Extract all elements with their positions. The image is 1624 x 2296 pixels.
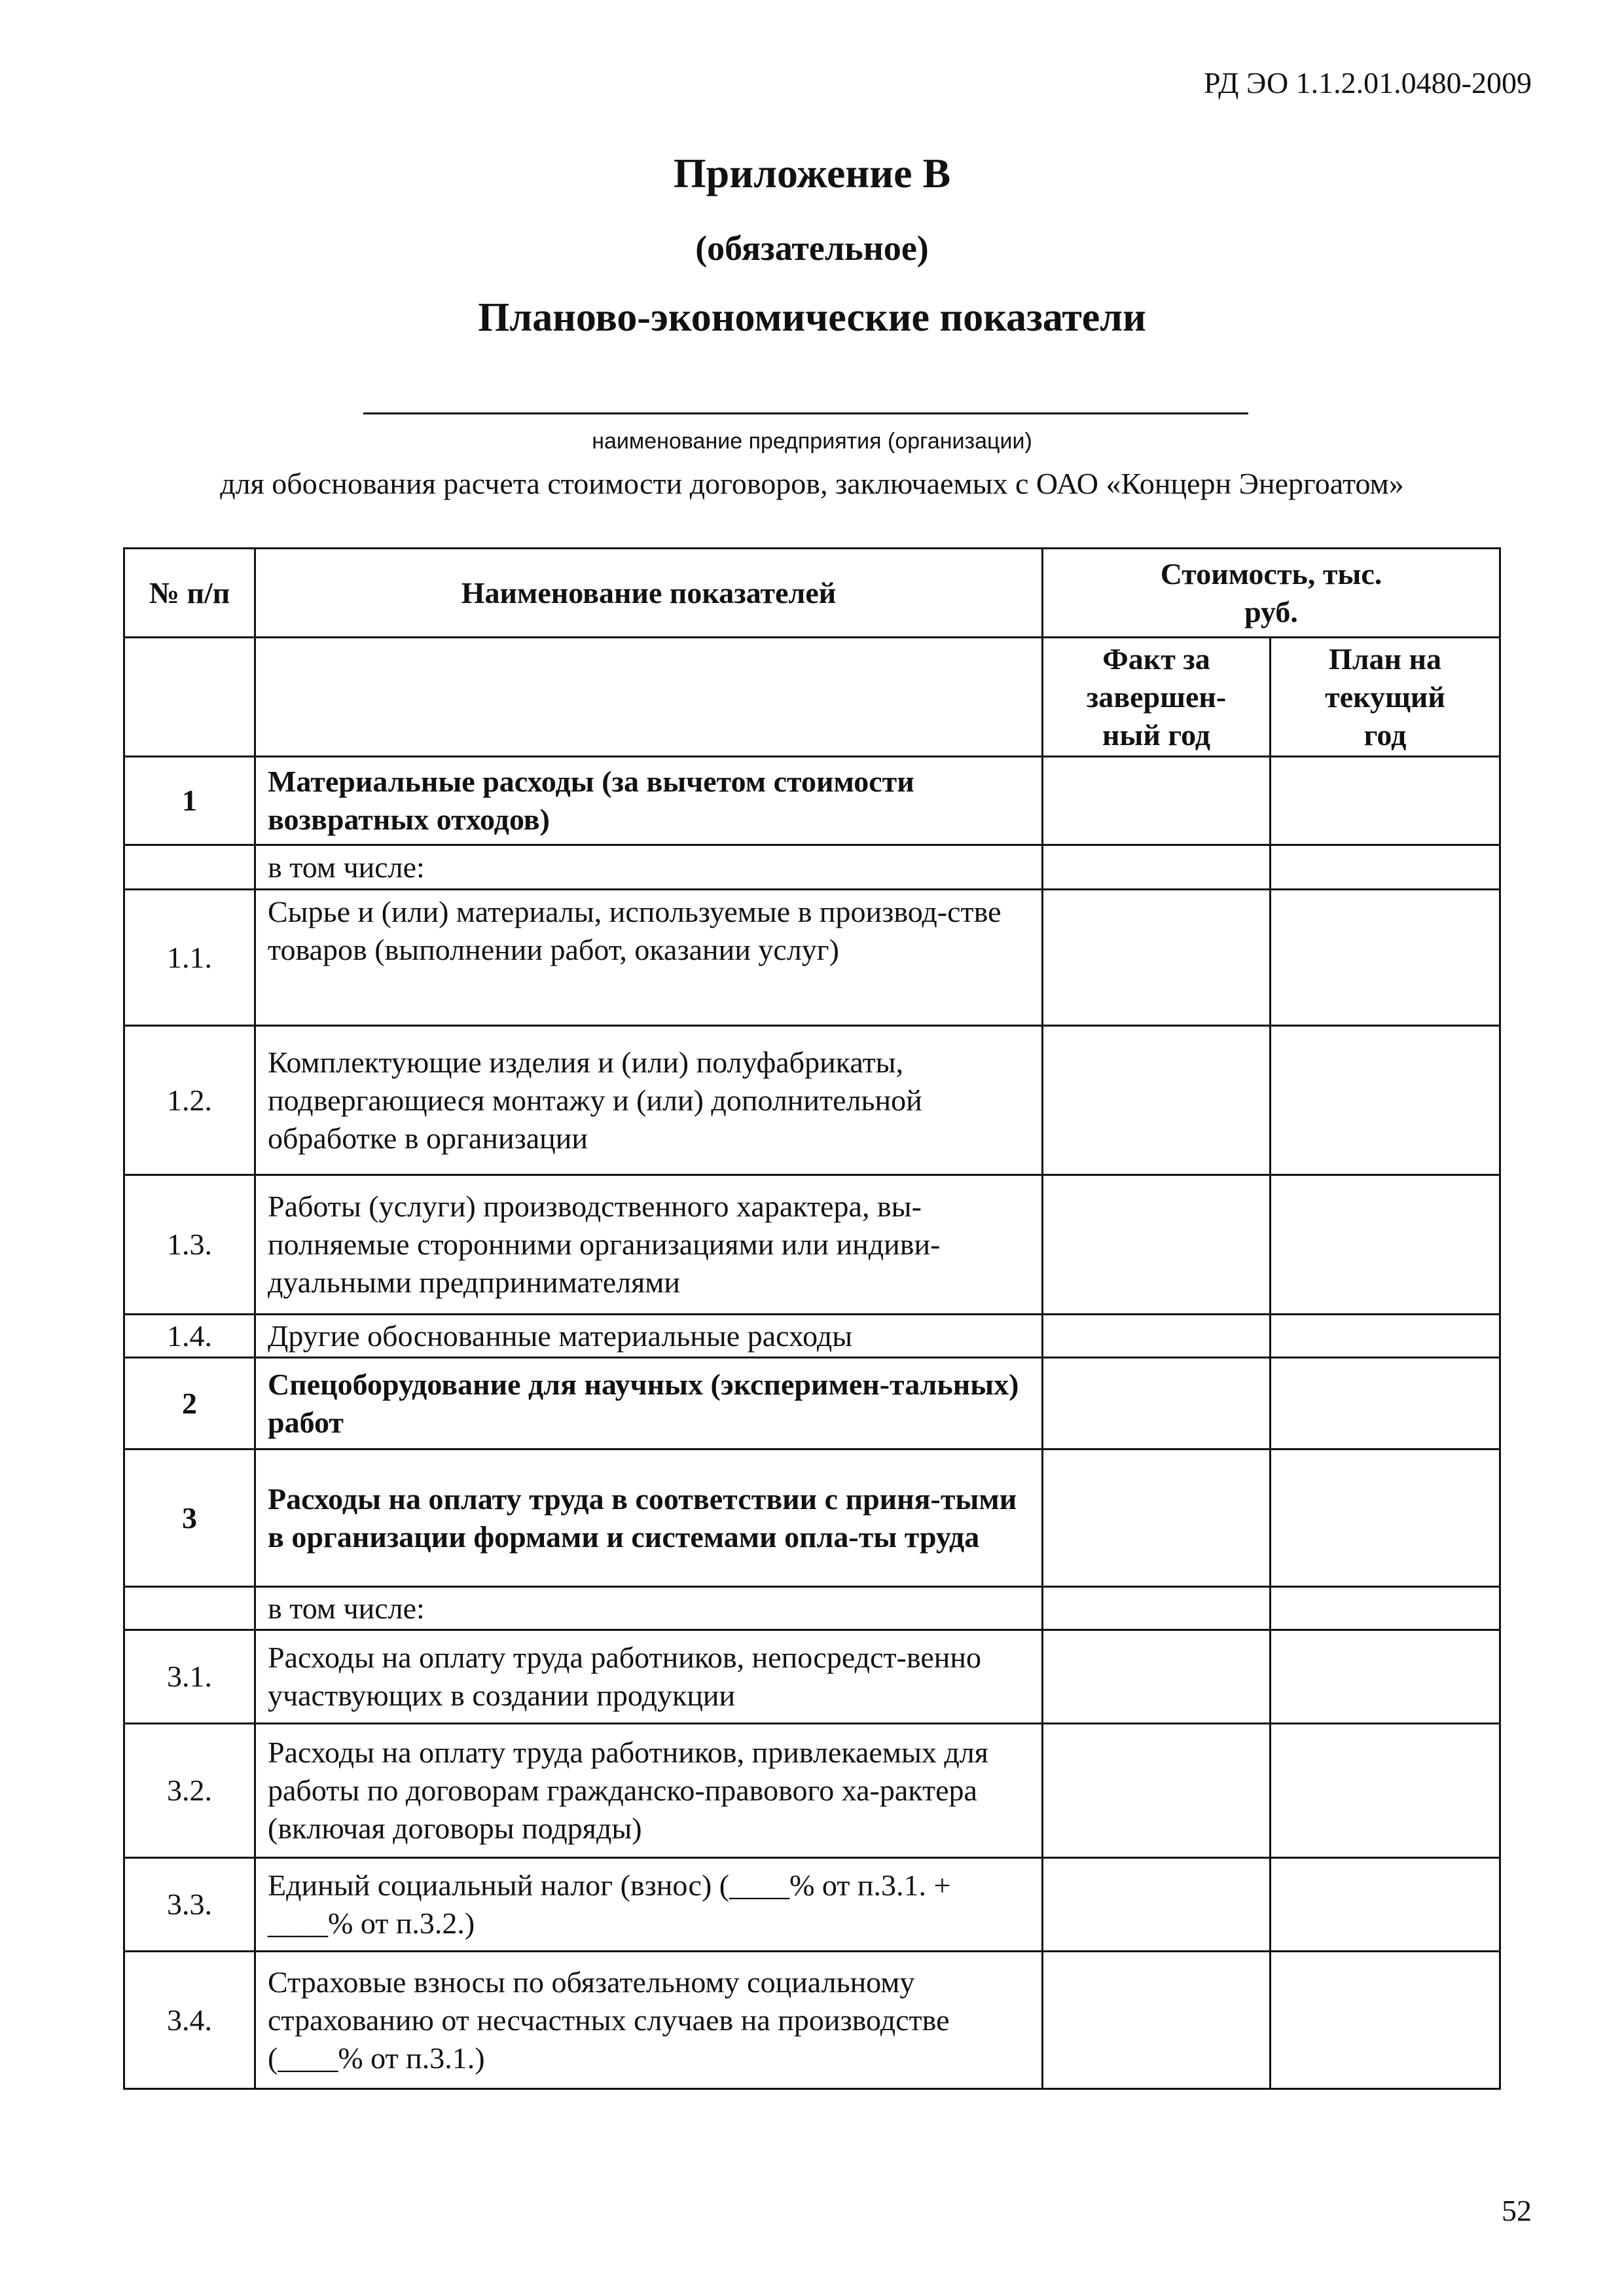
row-fact-cell <box>1043 1630 1271 1724</box>
appendix-title: Приложение В <box>673 150 951 196</box>
document-code: РД ЭО 1.1.2.01.0480-2009 <box>1204 66 1532 100</box>
row-name: Единый социальный налог (взнос) (____% от п.3.1. + ____% от п.3.2.) <box>255 1858 1043 1952</box>
row-number: 3.2. <box>124 1724 255 1858</box>
row-number: 1.1. <box>124 890 255 1026</box>
row-plan-cell <box>1271 1587 1500 1630</box>
table-row <box>124 1630 1500 1724</box>
table-row <box>124 845 1500 890</box>
row-plan-cell <box>1271 1449 1500 1587</box>
row-fact-cell <box>1043 1026 1271 1175</box>
row-name: Работы (услуги) производственного характера, вы-полняемые сторонними организациями или индиви-дуальными предпринимателями <box>255 1175 1043 1315</box>
purpose-text: для обоснования расчета стоимости договоров, заключаемых с ОАО «Концерн Энергоатом» <box>220 467 1404 500</box>
row-name: в том числе: <box>255 845 1043 890</box>
row-fact-cell <box>1043 1724 1271 1858</box>
column-header-name: Наименование показателей <box>255 549 1043 638</box>
row-plan-cell <box>1271 757 1500 845</box>
table-header-row <box>124 549 1500 638</box>
subheader-empty-name <box>255 638 1043 757</box>
table-row <box>124 1449 1500 1587</box>
table-row <box>124 890 1500 1026</box>
row-fact-cell <box>1043 890 1271 1026</box>
row-number <box>124 845 255 890</box>
column-header-number: № п/п <box>124 549 255 638</box>
row-number: 3.3. <box>124 1858 255 1952</box>
organization-name-line <box>363 412 1248 414</box>
row-fact-cell <box>1043 1952 1271 2089</box>
row-fact-cell <box>1043 1315 1271 1358</box>
row-name: Спецоборудование для научных (эксперимен-тальных) работ <box>255 1358 1043 1449</box>
row-name: Расходы на оплату труда работников, привлекаемых для работы по договорам гражданско-правового ха-рактера (включая договоры подряды) <box>255 1724 1043 1858</box>
row-number: 2 <box>124 1358 255 1449</box>
row-number: 3.4. <box>124 1952 255 2089</box>
table-row <box>124 1315 1500 1358</box>
row-fact-cell <box>1043 1858 1271 1952</box>
subheader-empty-number <box>124 638 255 757</box>
organization-caption: наименование предприятия (организации) <box>592 429 1032 454</box>
row-name: Другие обоснованные материальные расходы <box>255 1315 1043 1358</box>
column-header-cost: Стоимость, тыс. руб. <box>1043 549 1500 638</box>
row-plan-cell <box>1271 890 1500 1026</box>
table-row <box>124 1724 1500 1858</box>
table-row <box>124 1175 1500 1315</box>
row-plan-cell <box>1271 1952 1500 2089</box>
row-name: Сырье и (или) материалы, используемые в производ-стве товаров (выполнении работ, оказании услуг) <box>255 890 1043 1026</box>
row-name: Страховые взносы по обязательному социальному страхованию от несчастных случаев на производстве (____% от п.3.1.) <box>255 1952 1043 2089</box>
row-fact-cell <box>1043 1175 1271 1315</box>
row-fact-cell <box>1043 1449 1271 1587</box>
table-row <box>124 757 1500 845</box>
row-number: 1.2. <box>124 1026 255 1175</box>
row-plan-cell <box>1271 845 1500 890</box>
row-fact-cell <box>1043 1587 1271 1630</box>
table-subheader-row <box>124 638 1500 757</box>
table-row <box>124 1026 1500 1175</box>
row-plan-cell <box>1271 1175 1500 1315</box>
row-number: 1.4. <box>124 1315 255 1358</box>
column-header-plan: План на текущий год <box>1271 638 1500 757</box>
row-fact-cell <box>1043 845 1271 890</box>
row-plan-cell <box>1271 1026 1500 1175</box>
row-name: в том числе: <box>255 1587 1043 1630</box>
row-number <box>124 1587 255 1630</box>
appendix-status: (обязательное) <box>695 228 929 268</box>
row-name: Расходы на оплату труда в соответствии с приня-тыми в организации формами и системами опла-ты труда <box>255 1449 1043 1587</box>
row-plan-cell <box>1271 1630 1500 1724</box>
row-name: Материальные расходы (за вычетом стоимости возвратных отходов) <box>255 757 1043 845</box>
row-number: 3.1. <box>124 1630 255 1724</box>
table-row <box>124 1858 1500 1952</box>
table-row <box>124 1358 1500 1449</box>
row-fact-cell <box>1043 757 1271 845</box>
table-row <box>124 1587 1500 1630</box>
row-fact-cell <box>1043 1358 1271 1449</box>
row-number: 1 <box>124 757 255 845</box>
row-plan-cell <box>1271 1315 1500 1358</box>
appendix-heading: Планово-экономические показатели <box>478 295 1146 340</box>
page-number: 52 <box>1502 2194 1532 2227</box>
table-row <box>124 1952 1500 2089</box>
row-plan-cell <box>1271 1724 1500 1858</box>
indicators-table <box>123 547 1501 2090</box>
row-plan-cell <box>1271 1858 1500 1952</box>
row-number: 1.3. <box>124 1175 255 1315</box>
column-header-fact: Факт за завершен-ный год <box>1043 638 1271 757</box>
row-name: Расходы на оплату труда работников, непосредст-венно участвующих в создании продукции <box>255 1630 1043 1724</box>
row-name: Комплектующие изделия и (или) полуфабрикаты, подвергающиеся монтажу и (или) дополнительной обработке в организации <box>255 1026 1043 1175</box>
row-number: 3 <box>124 1449 255 1587</box>
row-plan-cell <box>1271 1358 1500 1449</box>
